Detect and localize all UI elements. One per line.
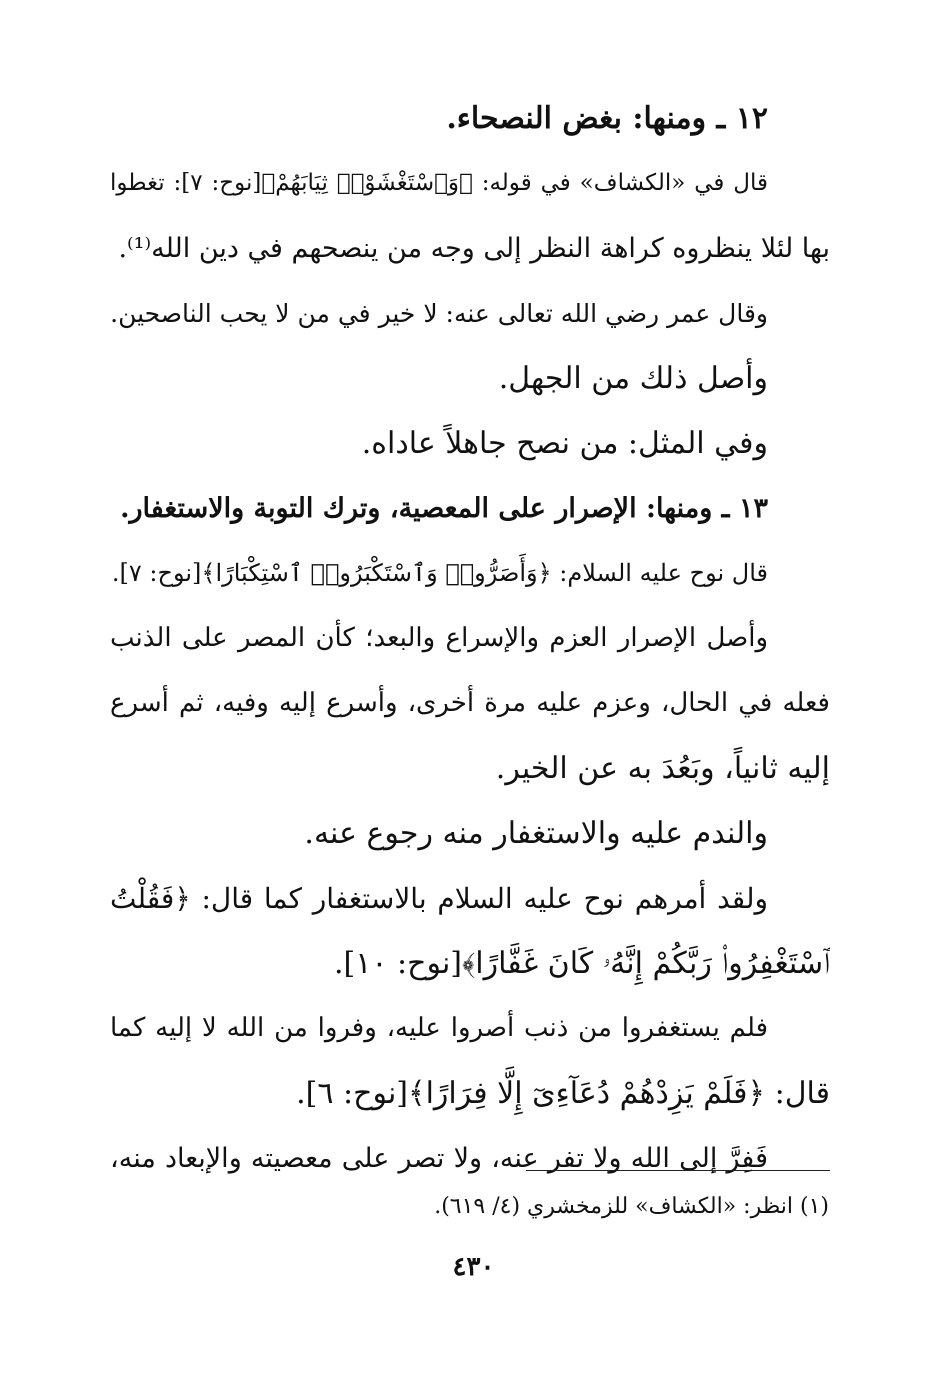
text-line: بها لئلا ينظروه كراهة النظر إلى وجه من ينصحهم في دين الله⁽¹⁾. bbox=[118, 233, 830, 264]
footnote-divider bbox=[526, 1170, 830, 1171]
footnote: (١) انظر: «الكشاف» للزمخشري (٤/ ٦١٩). bbox=[434, 1194, 829, 1219]
text-line: إليه ثانياً، وبَعُدَ به عن الخير. bbox=[495, 751, 830, 786]
text-line: فلم يستغفروا من ذنب أصروا عليه، وفروا من الله لا إليه كما bbox=[110, 1013, 768, 1043]
main-text bbox=[110, 86, 830, 1191]
section-heading-12: ١٢ ـ ومنها: بغض النصحاء. bbox=[446, 101, 768, 136]
text-line: ولقد أمرهم نوح عليه السلام بالاستغفار كما قال: ﴿فَقُلْتُ bbox=[110, 882, 768, 915]
text-line: وأصل ذلك من الجهل. bbox=[498, 361, 768, 396]
text-line: قال في «الكشاف» في قوله: ﴿وَٱسْتَغْشَوْا۟ ثِيَابَهُمْ﴾[نوح: ٧]: تغطوا bbox=[110, 170, 768, 196]
text-line: وفي المثل: من نصح جاهلاً عاداه. bbox=[361, 426, 768, 461]
page-number: ٤٣٠ bbox=[452, 1252, 495, 1282]
text-line: فَفِرَّ إلى الله ولا تفر عنه، ولا تصر على معصيته والإبعاد منه، bbox=[110, 1143, 768, 1174]
text-line: وأصل الإصرار العزم والإسراع والبعد؛ كأن المصر على الذنب bbox=[110, 623, 768, 653]
text-line: قال نوح عليه السلام: ﴿وَأَصَرُّوا۟ وَٱسْتَكْبَرُوا۟ ٱسْتِكْبَارًا﴾[نوح: ٧]. bbox=[111, 559, 768, 587]
text-line: قال: ﴿فَلَمْ يَزِدْهُمْ دُعَآءِىٓ إِلَّا فِرَارًا﴾[نوح: ٦]. bbox=[296, 1076, 830, 1111]
text-line: والندم عليه والاستغفار منه رجوع عنه. bbox=[304, 816, 768, 851]
text-line: وقال عمر رضي الله تعالى عنه: لا خير في من لا يحب الناصحين. bbox=[110, 299, 768, 328]
text-line: ٱسْتَغْفِرُوا۟ رَبَّكُمْ إِنَّهُۥ كَانَ غَفَّارًا﴾[نوح: ١٠]. bbox=[333, 946, 830, 981]
section-heading-13: ١٣ ـ ومنها: الإصرار على المعصية، وترك التوبة والاستغفار. bbox=[120, 493, 768, 524]
text-line: فعله في الحال، وعزم عليه مرة أخرى، وأسرع إليه وفيه، ثم أسرع bbox=[110, 688, 830, 718]
